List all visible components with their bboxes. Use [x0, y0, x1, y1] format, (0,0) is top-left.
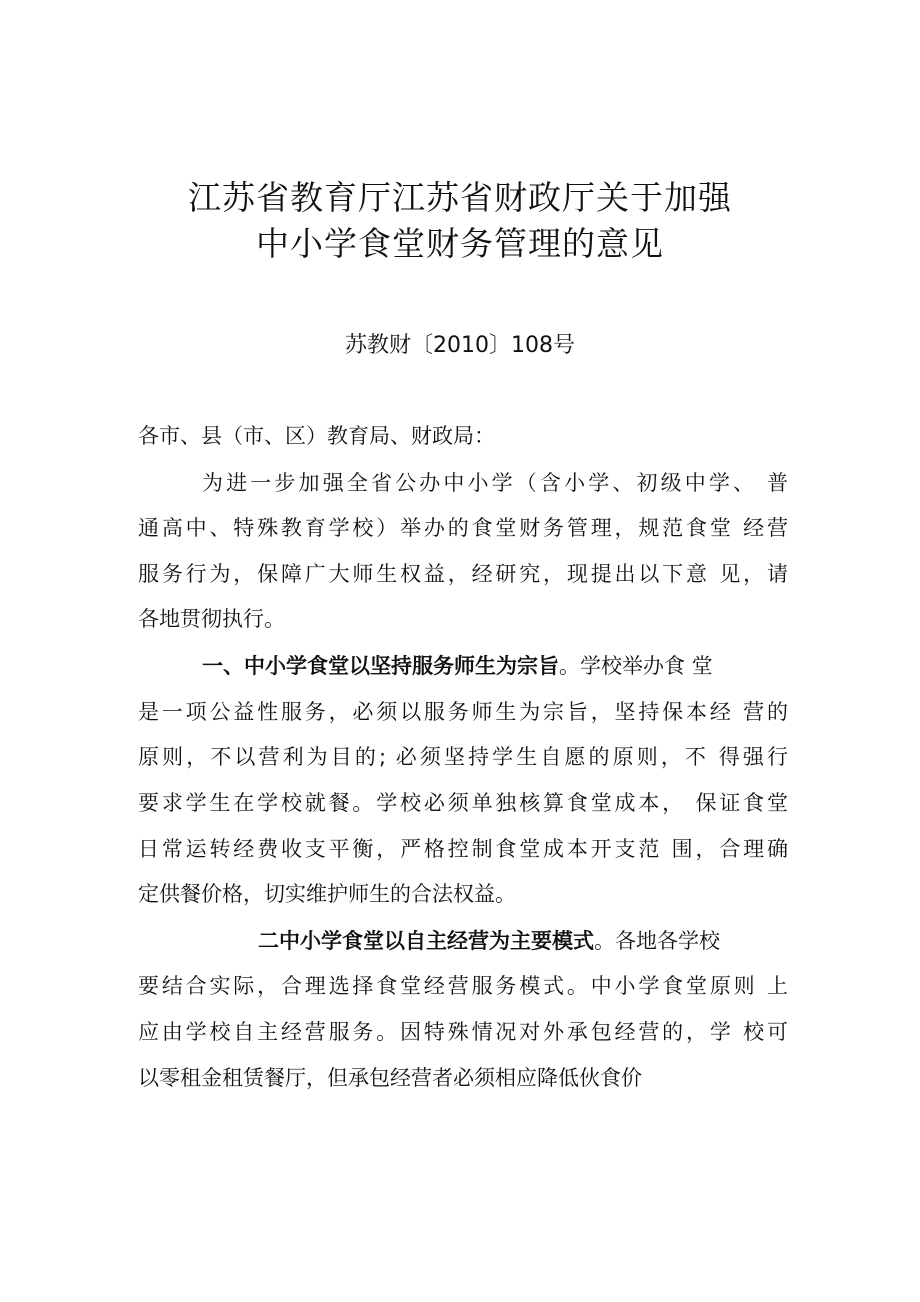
section-1-line: 原则，不以营利为目的; 必须坚持学生自愿的原则，不 得强行 [138, 745, 788, 769]
intro-line: 服务行为，保障广大师生权益，经研究，现提出以下意 见，请 [138, 562, 788, 586]
document-number: 苏教财〔2010〕108号 [345, 333, 575, 358]
salutation: 各市、县（市、区）教育局、财政局： [138, 424, 495, 448]
section-2-line: 以零租金租赁餐厅，但承包经营者必须相应降低伙食价 [138, 1066, 642, 1090]
intro-line: 各地贯彻执行。 [138, 607, 285, 631]
section-1-heading: 一、中小学食堂以坚持服务师生为宗旨 [202, 654, 559, 678]
section-1-line: 是一项公益性服务，必须以服务师生为宗旨，坚持保本经 营的 [138, 700, 788, 724]
section-1-line: 要求学生在学校就餐。学校必须单独核算食堂成本， 保证食堂 [138, 791, 788, 815]
section-2-heading: 二中小学食堂以自主经营为主要模式 [258, 929, 594, 953]
section-1-first-line [202, 651, 788, 681]
section-2-first-line [258, 926, 788, 956]
section-1-line: 日常运转经费收支平衡，严格控制食堂成本开支范 围，合理确 [138, 837, 788, 861]
intro-line: 通高中、特殊教育学校）举办的食堂财务管理，规范食堂 经营 [138, 516, 788, 540]
section-2-first-line-text: 。各地各学校 [594, 929, 720, 953]
section-2-line: 要结合实际，合理选择食堂经营服务模式。中小学食堂原则 上 [138, 974, 788, 998]
intro-line: 为进一步加强全省公办中小学（含小学、初级中学、 普 [202, 471, 788, 495]
section-1-line: 定供餐价格，切实维护师生的合法权益。 [138, 882, 516, 906]
document-title-line-2: 中小学食堂财务管理的意见 [256, 224, 664, 263]
section-2-line: 应由学校自主经营服务。因特殊情况对外承包经营的，学 校可 [138, 1020, 788, 1044]
section-1-first-line-text: 。学校举办食 堂 [559, 654, 713, 678]
document-title-line-1: 江苏省教育厅江苏省财政厅关于加强 [188, 178, 732, 217]
